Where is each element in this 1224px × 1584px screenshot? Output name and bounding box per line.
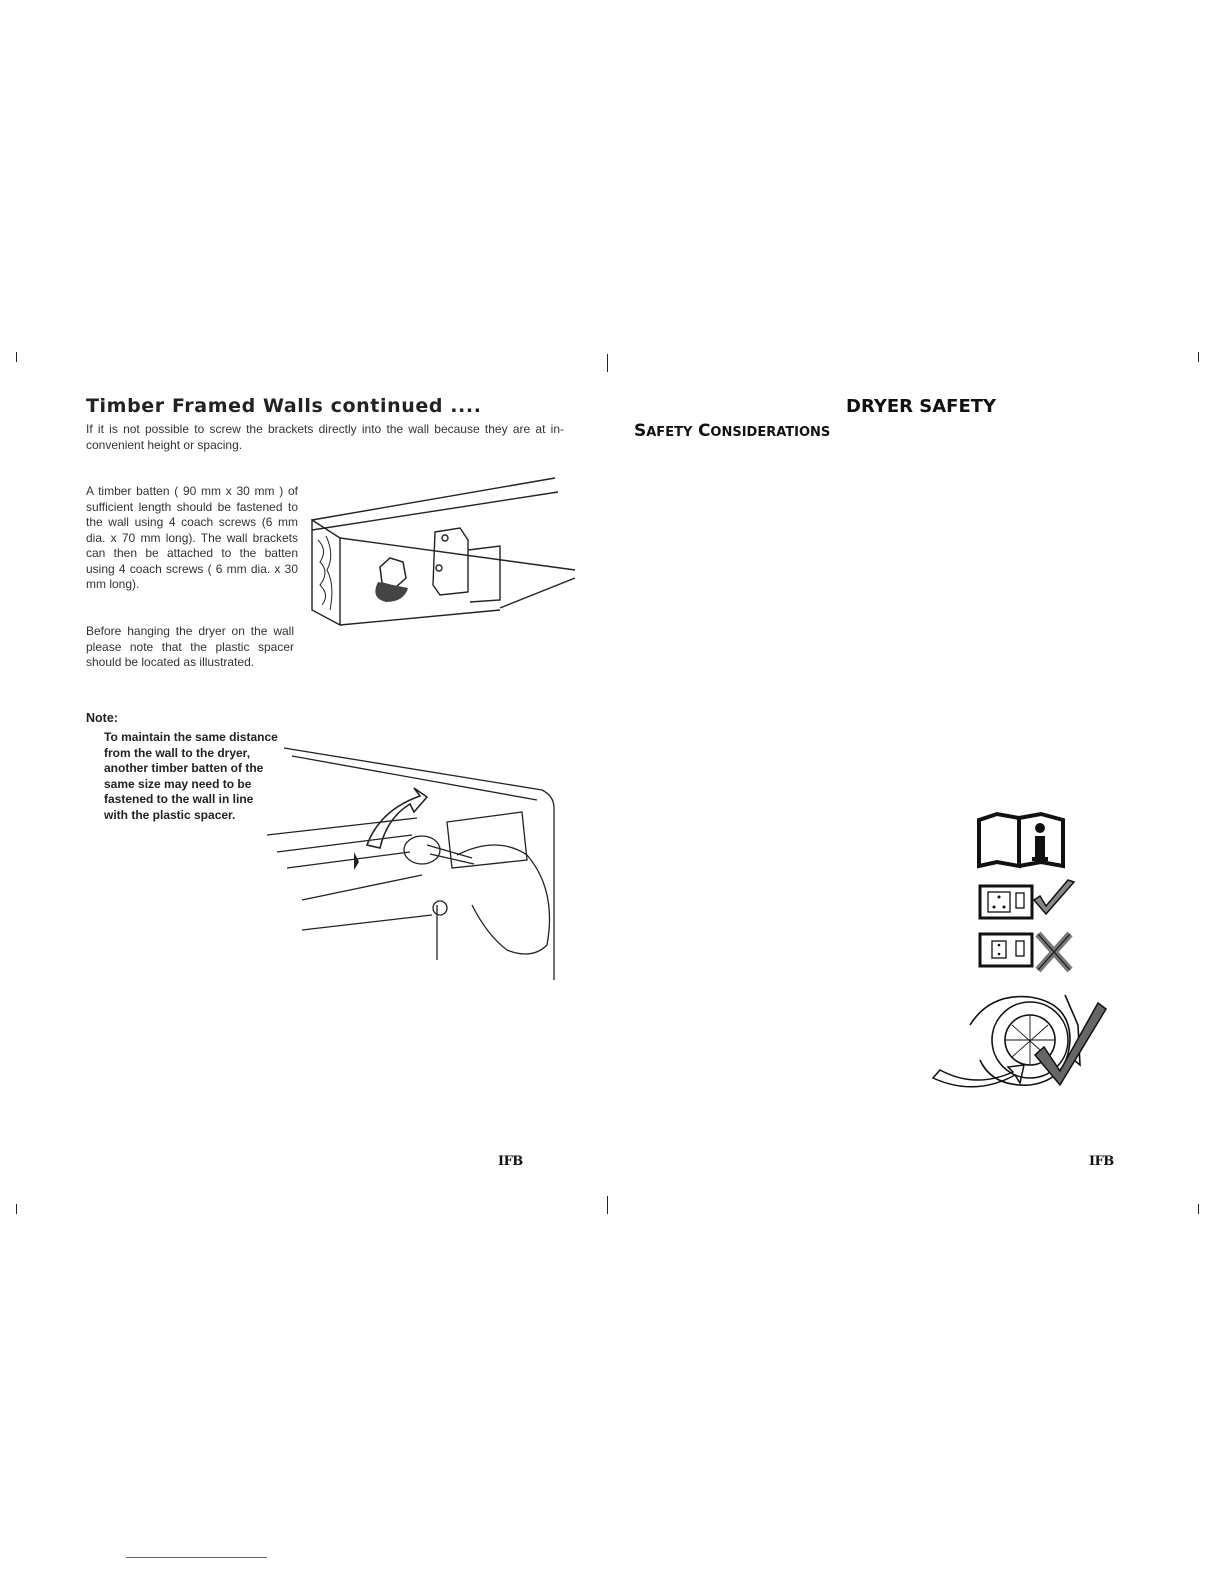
- crop-mark: [1198, 352, 1199, 362]
- unswitched-socket-cross-icon: [978, 930, 1078, 974]
- intro-paragraph: If it is not possible to screw the brackets directly into the wall because they are at in-convenient height or spacing.: [86, 422, 564, 452]
- note-text: To maintain the same distance from the wall to the dryer, another timber batten of the same size may need to be fastened to the wall in line with the plastic spacer.: [104, 730, 278, 822]
- ifb-logo: IFB: [498, 1154, 523, 1169]
- note-label: Note:: [86, 711, 118, 725]
- spacer-paragraph: Before hanging the dryer on the wall please note that the plastic spacer should be located as illustrated.: [86, 624, 294, 669]
- timber-batten-illustration: [300, 470, 585, 640]
- lint-filter-check-icon: [930, 985, 1110, 1100]
- page-heading: Timber Framed Walls continued ....: [86, 395, 482, 417]
- plastic-spacer-illustration: [262, 740, 562, 990]
- switched-socket-check-icon: [978, 880, 1078, 922]
- footer-rule: [126, 1557, 267, 1558]
- crop-mark: [16, 352, 17, 362]
- batten-paragraph: A timber batten ( 90 mm x 30 mm ) of sufficient length should be fastened to the wall using 4 coach screws (6 mm dia. x 70 mm long). The wall brackets can then be attached to the batten using 4 coach screws ( 6 mm dia. x 30 mm long).: [86, 484, 298, 591]
- section-heading: SAFETY CONSIDERATIONS: [634, 421, 831, 441]
- ifb-logo: IFB: [1089, 1154, 1114, 1169]
- info-book-icon: [975, 808, 1067, 870]
- crop-mark: [607, 354, 608, 372]
- crop-mark: [1198, 1204, 1199, 1214]
- crop-mark: [16, 1204, 17, 1214]
- page-title: DRYER SAFETY: [846, 396, 997, 417]
- crop-mark: [607, 1196, 608, 1214]
